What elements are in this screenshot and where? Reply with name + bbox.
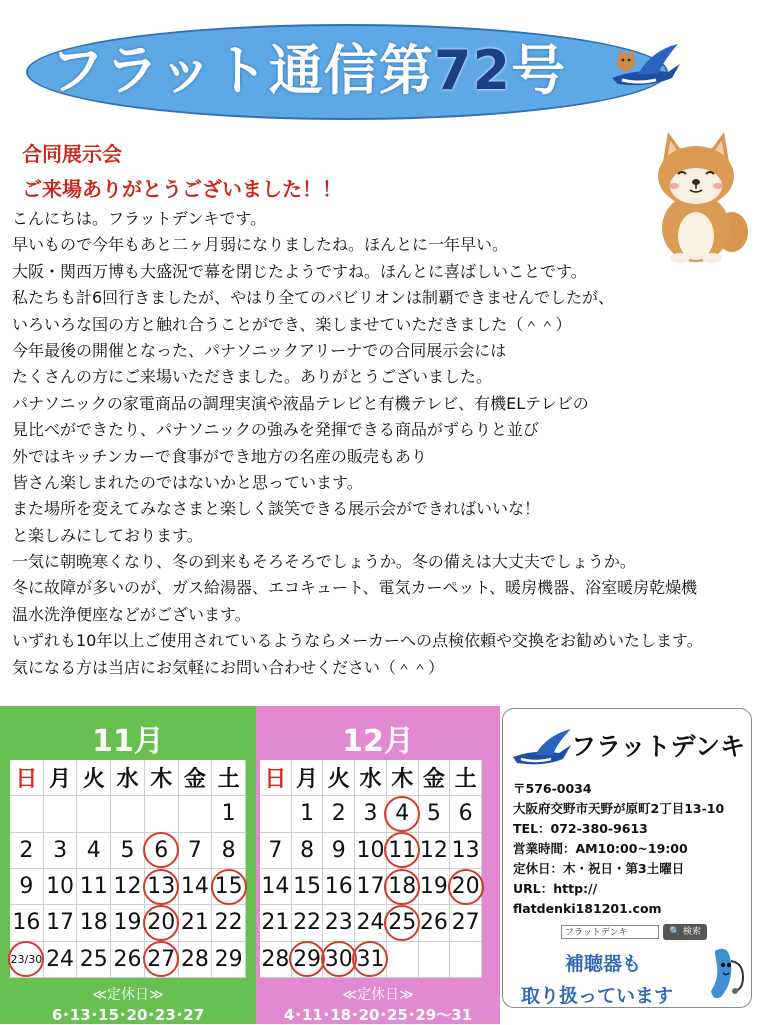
body-line: 気になる方は当店にお気軽にお問い合わせください（＾＾） bbox=[12, 657, 445, 677]
calendar-day: 17 bbox=[44, 905, 78, 941]
body-line: パナソニックの家電商品の調理実演や液晶テレビと有機テレビ、有機ELテレビの bbox=[12, 393, 589, 413]
calendar-november bbox=[0, 706, 256, 1024]
weekday-header: 土 bbox=[212, 760, 246, 796]
calendar-day: 3 bbox=[44, 833, 78, 869]
calendar-december bbox=[256, 706, 500, 1024]
calendar-day: 3 bbox=[355, 796, 387, 832]
calendar-day: 16 bbox=[10, 905, 44, 941]
calendar-grid bbox=[260, 760, 482, 978]
closed-days-list: 6･13･15･20･23･27 bbox=[51, 1006, 205, 1024]
calendar-day: 8 bbox=[212, 833, 246, 869]
weekday-header: 日 bbox=[10, 760, 44, 796]
body-line: 温水洗浄便座などがございます。 bbox=[12, 604, 251, 624]
newsletter-body bbox=[12, 206, 762, 681]
shop-info-line: URL：http:// bbox=[513, 881, 598, 896]
calendar-day: 9 bbox=[323, 833, 355, 869]
weekday-header: 水 bbox=[111, 760, 145, 796]
calendar-day: 22 bbox=[292, 905, 324, 941]
closed-day: 11 bbox=[387, 833, 419, 869]
weekday-header: 火 bbox=[323, 760, 355, 796]
calendar-empty-cell bbox=[260, 796, 292, 832]
weekday-header: 月 bbox=[44, 760, 78, 796]
month-label: 12月 bbox=[342, 724, 414, 759]
calendar-day: 18 bbox=[77, 905, 111, 941]
body-line: また場所を変えてみなさまと楽しく談笑できる展示会ができればいいな！ bbox=[12, 499, 541, 519]
shop-info-line: flatdenki181201.com bbox=[513, 901, 662, 916]
calendar-day: 24 bbox=[355, 905, 387, 941]
closed-day: 23/30 bbox=[10, 942, 44, 978]
weekday-header: 月 bbox=[292, 760, 324, 796]
calendar-empty-cell bbox=[450, 942, 482, 978]
shop-info-line: TEL：072-380-9613 bbox=[513, 821, 648, 836]
calendar-empty-cell bbox=[77, 796, 111, 832]
calendar-day: 26 bbox=[111, 942, 145, 978]
closed-days-list: 4･11･18･20･25･29～31 bbox=[283, 1006, 473, 1024]
newsletter-title: フラット通信第72号 bbox=[50, 39, 567, 102]
calendar-day: 19 bbox=[419, 869, 451, 905]
calendar-day: 16 bbox=[323, 869, 355, 905]
calendar-day: 5 bbox=[111, 833, 145, 869]
event-heading: 合同展示会 bbox=[22, 142, 122, 166]
calendar-day: 14 bbox=[179, 869, 213, 905]
calendar-day: 5 bbox=[419, 796, 451, 832]
body-line: 今年最後の開催となった、パナソニックアリーナでの合同展示会には bbox=[12, 340, 507, 360]
shop-name: フラットデンキ bbox=[571, 732, 746, 761]
calendar-day: 29 bbox=[212, 942, 246, 978]
body-line: 冬に故障が多いのが、ガス給湯器、エコキュート、電気カーペット、暖房機器、浴室暖房乾燥機 bbox=[12, 578, 698, 598]
shop-details bbox=[513, 779, 724, 919]
hearing-aid-notice-line1: 補聴器も bbox=[564, 953, 641, 975]
closed-day: 29 bbox=[292, 942, 324, 978]
weekday-header: 木 bbox=[145, 760, 179, 796]
calendar-empty-cell bbox=[419, 942, 451, 978]
calendar-day: 22 bbox=[212, 905, 246, 941]
closed-day: 25 bbox=[387, 905, 419, 941]
shop-info-line: 〒576-0034 bbox=[513, 781, 592, 796]
calendar-day: 1 bbox=[292, 796, 324, 832]
closed-days-label: ≪定休日≫ bbox=[92, 987, 164, 1003]
shop-info-card bbox=[502, 708, 752, 1008]
body-line: 外ではキッチンカーで食事ができ地方の名産の販売もあり bbox=[12, 446, 427, 466]
calendar-day: 28 bbox=[260, 942, 292, 978]
calendar-day: 4 bbox=[77, 833, 111, 869]
closed-day: 20 bbox=[145, 905, 179, 941]
shop-info-line: 定休日：木・祝日・第3土曜日 bbox=[513, 861, 685, 876]
body-line: 私たちも計6回行きましたが、やはり全てのパビリオンは制覇できませんでしたが、 bbox=[12, 288, 615, 308]
body-line: と楽しみにしております。 bbox=[12, 525, 203, 545]
body-line: こんにちは。フラットデンキです。 bbox=[12, 209, 267, 228]
calendar-day: 8 bbox=[292, 833, 324, 869]
calendar-day: 23 bbox=[323, 905, 355, 941]
closed-day: 15 bbox=[212, 869, 246, 905]
search-button[interactable]: 🔍 検索 bbox=[663, 924, 707, 940]
closed-day: 6 bbox=[145, 833, 179, 869]
calendar-day: 2 bbox=[10, 833, 44, 869]
hearing-aid-notice-line2: 取り扱っています bbox=[521, 985, 674, 1007]
calendar-day: 2 bbox=[323, 796, 355, 832]
calendar-day: 17 bbox=[355, 869, 387, 905]
calendar-day: 27 bbox=[450, 905, 482, 941]
calendar-day: 26 bbox=[419, 905, 451, 941]
calendar-day: 14 bbox=[260, 869, 292, 905]
closed-day: 31 bbox=[355, 942, 387, 978]
calendar-empty-cell bbox=[179, 796, 213, 832]
body-line: たくさんの方にご来場いただきました。ありがとうございました。 bbox=[12, 367, 493, 387]
search-input[interactable]: フラットデンキ bbox=[561, 925, 659, 939]
closed-day: 13 bbox=[145, 869, 179, 905]
closed-day: 20 bbox=[450, 869, 482, 905]
weekday-header: 水 bbox=[355, 760, 387, 796]
weekday-header: 日 bbox=[260, 760, 292, 796]
calendar-day: 13 bbox=[450, 833, 482, 869]
body-line: いろいろな国の方と触れ合うことができ、楽しませていただきました（＾＾） bbox=[12, 314, 572, 334]
closed-day: 30 bbox=[323, 942, 355, 978]
shop-info-line: 大阪府交野市天野が原町2丁目13-10 bbox=[513, 801, 725, 816]
calendar-day: 21 bbox=[179, 905, 213, 941]
calendar-day: 10 bbox=[44, 869, 78, 905]
closed-days-label: ≪定休日≫ bbox=[342, 987, 414, 1003]
calendar-empty-cell bbox=[111, 796, 145, 832]
calendar-day: 12 bbox=[111, 869, 145, 905]
hearing-aid-mascot-icon bbox=[699, 943, 747, 1003]
calendar-day: 19 bbox=[111, 905, 145, 941]
weekday-header: 土 bbox=[450, 760, 482, 796]
calendar-day: 7 bbox=[260, 833, 292, 869]
shop-info-line: 営業時間：AM10:00~19:00 bbox=[513, 841, 688, 856]
calendar-day: 9 bbox=[10, 869, 44, 905]
weekday-header: 金 bbox=[179, 760, 213, 796]
calendar-empty-cell bbox=[145, 796, 179, 832]
body-line: 見比べができたり、パナソニックの強みを発揮できる商品がずらりと並び bbox=[12, 420, 539, 440]
body-line: 早いもので今年もあと二ヶ月弱になりましたね。ほんとに一年早い。 bbox=[12, 235, 509, 255]
calendar-day: 12 bbox=[419, 833, 451, 869]
calendar-day: 6 bbox=[450, 796, 482, 832]
swallow-logo-icon bbox=[511, 725, 573, 769]
calendar-day: 1 bbox=[212, 796, 246, 832]
closed-day: 4 bbox=[387, 796, 419, 832]
month-label: 11月 bbox=[92, 724, 164, 759]
body-line: 一気に朝晩寒くなり、冬の到来もそろそろでしょうか。冬の備えは大丈夫でしょうか。 bbox=[12, 552, 636, 572]
body-line: 大阪・関西万博も大盛況で幕を閉じたようですね。ほんとに喜ばしいことです。 bbox=[12, 261, 587, 281]
calendar-day: 11 bbox=[77, 869, 111, 905]
calendar-empty-cell bbox=[387, 942, 419, 978]
thanks-heading: ご来場ありがとうございました！！ bbox=[22, 177, 342, 201]
calendar-day: 21 bbox=[260, 905, 292, 941]
calendar-day: 28 bbox=[179, 942, 213, 978]
body-line: 皆さん楽しまれたのではないかと思っています。 bbox=[12, 472, 363, 492]
closed-day: 27 bbox=[145, 942, 179, 978]
weekday-header: 木 bbox=[387, 760, 419, 796]
calendar-day: 15 bbox=[292, 869, 324, 905]
calendar-empty-cell bbox=[44, 796, 78, 832]
calendar-day: 10 bbox=[355, 833, 387, 869]
swallow-mascot-icon bbox=[608, 38, 682, 98]
closed-day: 18 bbox=[387, 869, 419, 905]
weekday-header: 火 bbox=[77, 760, 111, 796]
calendar-empty-cell bbox=[10, 796, 44, 832]
calendar-day: 7 bbox=[179, 833, 213, 869]
calendar-grid bbox=[10, 760, 246, 978]
weekday-header: 金 bbox=[419, 760, 451, 796]
calendar-day: 25 bbox=[77, 942, 111, 978]
calendar-day: 24 bbox=[44, 942, 78, 978]
body-line: いずれも10年以上ご使用されているようならメーカーへの点検依頼や交換をお勧めいたします。 bbox=[12, 631, 703, 651]
